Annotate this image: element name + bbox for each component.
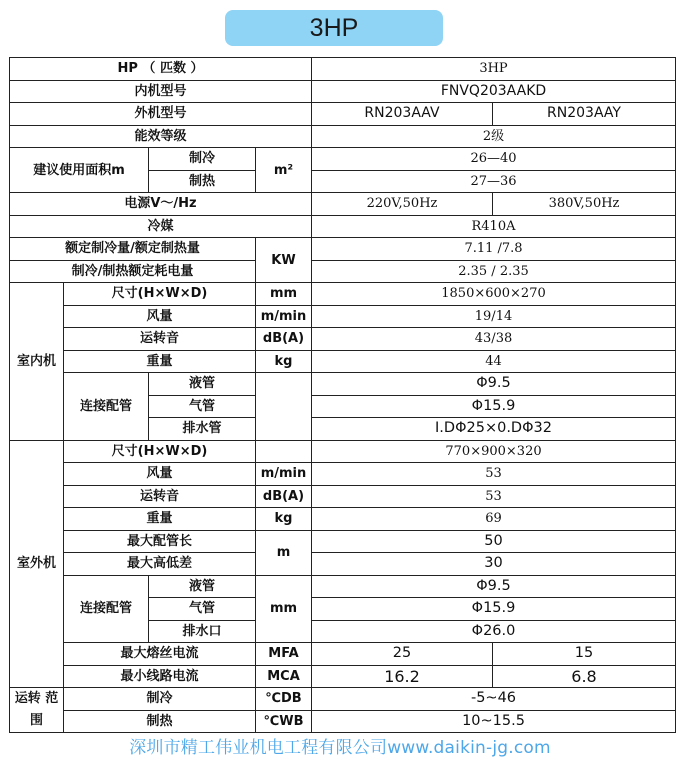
- table-row: [10, 103, 676, 126]
- outdoor-airflow-value: 53: [312, 463, 676, 486]
- page-title: 3HP: [309, 13, 359, 42]
- page-title-banner: [225, 10, 443, 46]
- indoor-noise-value: 43/38: [312, 328, 676, 351]
- outdoor-height-diff-value: 30: [312, 553, 676, 576]
- indoor-weight-value: 44: [312, 350, 676, 373]
- indoor-model-value: FNVQ203AAKD: [312, 80, 676, 103]
- consumption-value: 2.35 / 2.35: [312, 260, 676, 283]
- indoor-gas-label: 气管: [149, 395, 256, 418]
- table-row: [10, 260, 676, 283]
- outdoor-airflow-unit: m/min: [256, 463, 312, 486]
- outdoor-circuit-unit: MCA: [256, 665, 312, 688]
- area-cool-value: 26—40: [312, 148, 676, 171]
- indoor-noise-label: 运转音: [64, 328, 256, 351]
- efficiency-value: 2级: [312, 125, 676, 148]
- outdoor-piping-label: 连接配管: [64, 575, 149, 643]
- area-heat-label: 制热: [149, 170, 256, 193]
- outdoor-weight-unit: kg: [256, 508, 312, 531]
- indoor-size-value: 1850×600×270: [312, 283, 676, 306]
- range-heat-value: 10~15.5: [312, 710, 676, 733]
- table-row: [10, 283, 676, 306]
- table-row: [10, 508, 676, 531]
- table-row: [10, 643, 676, 666]
- outdoor-noise-unit: dB(A): [256, 485, 312, 508]
- indoor-piping-unit-blank: [256, 373, 312, 441]
- outdoor-fuse-label: 最大熔丝电流: [64, 643, 256, 666]
- consumption-label: 制冷/制热额定耗电量: [10, 260, 256, 283]
- table-row: [10, 328, 676, 351]
- outdoor-airflow-label: 风量: [64, 463, 256, 486]
- table-row: [10, 125, 676, 148]
- table-row: [10, 688, 676, 711]
- area-label: 建议使用面积m: [10, 148, 149, 193]
- outdoor-pipe-len-unit: m: [256, 530, 312, 575]
- range-cool-value: -5~46: [312, 688, 676, 711]
- outdoor-liquid-value: Φ9.5: [312, 575, 676, 598]
- outdoor-size-value: 770×900×320: [312, 440, 676, 463]
- outdoor-pipe-len-label: 最大配管长: [64, 530, 256, 553]
- outdoor-gas-value: Φ15.9: [312, 598, 676, 621]
- table-row: [10, 463, 676, 486]
- table-row: [10, 440, 676, 463]
- table-row: [10, 238, 676, 261]
- table-row: [10, 193, 676, 216]
- indoor-gas-value: Φ15.9: [312, 395, 676, 418]
- table-row: [10, 553, 676, 576]
- range-cool-unit: ℃DB: [256, 688, 312, 711]
- indoor-model-label: 内机型号: [10, 80, 312, 103]
- table-row: [10, 485, 676, 508]
- outdoor-model-value-a: RN203AAV: [312, 103, 493, 126]
- outdoor-gas-label: 气管: [149, 598, 256, 621]
- spec-table: [9, 57, 676, 733]
- area-cool-label: 制冷: [149, 148, 256, 171]
- table-row: [10, 575, 676, 598]
- capacity-label: 额定制冷量/额定制热量: [10, 238, 256, 261]
- outdoor-drain-value: Φ26.0: [312, 620, 676, 643]
- outdoor-group-label: 室外机: [10, 440, 64, 688]
- outdoor-piping-unit: mm: [256, 575, 312, 643]
- outdoor-fuse-value-b: 15: [493, 643, 676, 666]
- footer-watermark: 深圳市精工伟业机电工程有限公司www.daikin-jg.com: [129, 738, 551, 758]
- outdoor-circuit-label: 最小线路电流: [64, 665, 256, 688]
- outdoor-noise-label: 运转音: [64, 485, 256, 508]
- table-row: [10, 305, 676, 328]
- refrigerant-value: R410A: [312, 215, 676, 238]
- indoor-weight-label: 重量: [64, 350, 256, 373]
- indoor-size-unit: mm: [256, 283, 312, 306]
- table-row: [10, 350, 676, 373]
- table-row: [10, 665, 676, 688]
- indoor-airflow-unit: m/min: [256, 305, 312, 328]
- table-row: [10, 148, 676, 171]
- table-row: [10, 58, 676, 81]
- indoor-drain-value: I.DΦ25×0.DΦ32: [312, 418, 676, 441]
- outdoor-weight-value: 69: [312, 508, 676, 531]
- table-row: [10, 373, 676, 396]
- outdoor-size-unit-blank: [256, 440, 312, 463]
- outdoor-height-diff-label: 最大高低差: [64, 553, 256, 576]
- power-value-b: 380V,50Hz: [493, 193, 676, 216]
- range-cool-label: 制冷: [64, 688, 256, 711]
- outdoor-circuit-value-a: 16.2: [312, 665, 493, 688]
- table-row: [10, 710, 676, 733]
- outdoor-noise-value: 53: [312, 485, 676, 508]
- hp-label: HP （ 匹数 ）: [10, 58, 312, 81]
- area-heat-value: 27—36: [312, 170, 676, 193]
- indoor-weight-unit: kg: [256, 350, 312, 373]
- indoor-size-label: 尺寸(H×W×D): [64, 283, 256, 306]
- outdoor-drain-label: 排水口: [149, 620, 256, 643]
- indoor-noise-unit: dB(A): [256, 328, 312, 351]
- refrigerant-label: 冷媒: [10, 215, 312, 238]
- outdoor-size-label: 尺寸(H×W×D): [64, 440, 256, 463]
- power-label: 电源V～/Hz: [10, 193, 312, 216]
- efficiency-label: 能效等级: [10, 125, 312, 148]
- capacity-value: 7.11 /7.8: [312, 238, 676, 261]
- indoor-liquid-label: 液管: [149, 373, 256, 396]
- outdoor-model-label: 外机型号: [10, 103, 312, 126]
- range-group-label: 运转 范围: [10, 688, 64, 733]
- outdoor-liquid-label: 液管: [149, 575, 256, 598]
- outdoor-fuse-value-a: 25: [312, 643, 493, 666]
- indoor-airflow-value: 19/14: [312, 305, 676, 328]
- indoor-airflow-label: 风量: [64, 305, 256, 328]
- outdoor-fuse-unit: MFA: [256, 643, 312, 666]
- hp-value: 3HP: [312, 58, 676, 81]
- outdoor-model-value-b: RN203AAY: [493, 103, 676, 126]
- indoor-group-label: 室内机: [10, 283, 64, 441]
- range-heat-label: 制热: [64, 710, 256, 733]
- capacity-unit: KW: [256, 238, 312, 283]
- outdoor-pipe-len-value: 50: [312, 530, 676, 553]
- indoor-liquid-value: Φ9.5: [312, 373, 676, 396]
- outdoor-circuit-value-b: 6.8: [493, 665, 676, 688]
- table-row: [10, 530, 676, 553]
- outdoor-weight-label: 重量: [64, 508, 256, 531]
- table-row: [10, 215, 676, 238]
- power-value-a: 220V,50Hz: [312, 193, 493, 216]
- indoor-drain-label: 排水管: [149, 418, 256, 441]
- range-heat-unit: ℃WB: [256, 710, 312, 733]
- area-unit: m²: [256, 148, 312, 193]
- indoor-piping-label: 连接配管: [64, 373, 149, 441]
- table-row: [10, 80, 676, 103]
